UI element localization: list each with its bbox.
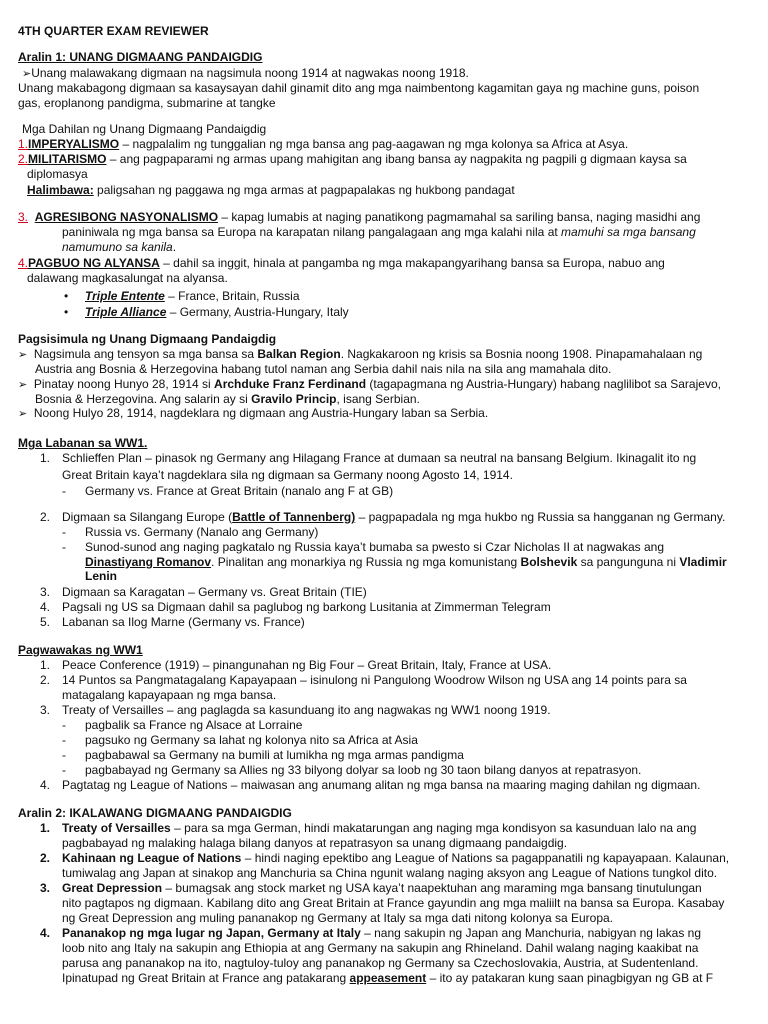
arrow-bullet-icon: ➢ <box>18 348 28 361</box>
battle-1: Schlieffen Plan – pinasok ng Germany ang Hilagang France at dumaan sa neutral na bansang Belgium. Ikinagalit ito ng <box>62 451 697 465</box>
start-heading: Pagsisimula ng Unang Digmaang Pandaigdig <box>18 332 277 346</box>
cause-2-cont: diplomasya <box>27 167 88 181</box>
lesson1-intro-bullet: ➢Unang malawakang digmaan na nagsimula noong 1914 at nagwakas noong 1918. <box>22 66 469 80</box>
l2-item-4-cont: Ipinatupad ng Great Britain at France ang patakarang appeasement – ito ay patakaran kung saan pinagbigyan ng GB at F <box>62 971 714 985</box>
arrow-bullet-icon: ➢ <box>18 407 28 420</box>
l2-item-2-cont: tumiwalag ang Japan at sinakop ang Manchuria sa China ngunit walang naging aksyon ang League of Nations tungkol dito. <box>62 866 718 880</box>
cause-1: 1.IMPERYALISMO – nagpalalim ng tunggalian ng mga bansa ang pag-aagawan ng mga kolonya sa Africa at Asya. <box>18 137 629 151</box>
l2-item-4-cont: parusa ang pananakop na ito, nagtuloy-tuloy ang pananakop ng Germany sa Czechoslovakia, Austria, at Sudentenland. <box>62 956 699 970</box>
end-4-num: 4. <box>40 778 51 792</box>
battle-2-sub-2-cont: Lenin <box>85 569 117 583</box>
battle-1-num: 1. <box>40 451 51 465</box>
battle-2-sub: - <box>62 525 66 539</box>
battle-1-sub: - <box>62 484 66 498</box>
arrow-bullet-icon: ➢ <box>18 378 28 391</box>
end-3-sub-2: pagsuko ng Germany sa lahat ng kolonya nito sa Africa at Asia <box>85 733 418 747</box>
cause-3-cont: namumuno sa kanila. <box>62 240 177 254</box>
lesson2-heading: Aralin 2: IKALAWANG DIGMAANG PANDAIGDIG <box>18 806 292 820</box>
battle-4-num: 4. <box>40 600 51 614</box>
lesson1-heading: Aralin 1: UNANG DIGMAANG PANDAIGDIG <box>18 50 263 64</box>
end-4: Pagtatag ng League of Nations – maiwasan ang anumang alitan ng mga bansa na maaring maging dahilan ng digmaan. <box>62 778 701 792</box>
battle-2-sub: - <box>62 540 66 554</box>
l2-item-3-cont: ng Great Depression ang muling pananakop ng Germany at Italy sa mga dati nitong kolonya sa Europa. <box>62 911 613 925</box>
l2-item-1-num: 1. <box>40 821 51 835</box>
end-2-num: 2. <box>40 673 51 687</box>
end-3-sub-3: pagbabawal sa Germany na bumili at lumikha ng mga armas pandigma <box>85 748 464 762</box>
end-1-num: 1. <box>40 658 51 672</box>
battle-3: Digmaan sa Karagatan – Germany vs. Great Britain (TIE) <box>62 585 367 599</box>
lesson1-intro-line: gas, eroplanong pandigma, submarine at tangke <box>18 96 276 110</box>
end-3-sub: - <box>62 718 66 732</box>
battle-2-sub-2-cont: Dinastiyang Romanov. Pinalitan ang monarkiya ng Russia ng mga komunistang Bolshevik sa pangunguna ni Vladimir <box>85 555 727 569</box>
cause-4: 4.PAGBUO NG ALYANSA – dahil sa inggit, hinala at pangamba ng mga makapangyarihang bansa sa Europa, nabuo ang <box>18 256 665 270</box>
cause-4-cont: dalawang magkasalungat na alyansa. <box>27 271 228 285</box>
start-item-3: ➢ Noong Hulyo 28, 1914, nagdeklara ng digmaan ang Austria-Hungary laban sa Serbia. <box>18 406 489 420</box>
alliance-item: • <box>64 305 69 319</box>
end-heading: Pagwawakas ng WW1 <box>18 643 143 657</box>
cause-3-cont: paniniwala ng mga bansa sa Europa na karapatan nilang pangalagaan ang mga kalahi nila at mamuhi sa mga bansang <box>62 225 696 239</box>
battle-1-sub-text: Germany vs. France at Great Britain (nanalo ang F at GB) <box>85 484 394 498</box>
l2-item-4-cont: loob nito ang Italy na sakupin ang Ethiopia at ang Germany na sakupin ang Rhineland. Dahil walang naging kaakibat na <box>62 941 699 955</box>
battle-3-num: 3. <box>40 585 51 599</box>
battle-2-sub-1: Russia vs. Germany (Nanalo ang Germany) <box>85 525 319 539</box>
start-item-2-cont: Bosnia & Herzegovina. Ang salarin ay si Gravilo Princip, isang Serbian. <box>35 392 420 406</box>
document-title: 4TH QUARTER EXAM REVIEWER <box>18 24 209 38</box>
battle-2-sub-2: Sunod-sunod ang naging pagkatalo ng Russia kaya’t bumaba sa pwesto si Czar Nicholas II at nagwakas ang <box>85 540 665 554</box>
l2-item-3: Great Depression – bumagsak ang stock market ng USA kaya’t naapektuhan ang maraming mga bansang tinutulungan <box>62 881 702 895</box>
battle-4: Pagsali ng US sa Digmaan dahil sa paglubog ng barkong Lusitania at Zimmerman Telegram <box>62 600 551 614</box>
lesson1-intro-line: Unang makabagong digmaan sa kasaysayan dahil ginamit dito ang mga naimbentong kagamitan gaya ng machine guns, poison <box>18 81 700 95</box>
battle-2-num: 2. <box>40 510 51 524</box>
cause-2-example: Halimbawa: paligsahan ng paggawa ng mga armas at pagpapalakas ng hukbong pandagat <box>27 183 515 197</box>
l2-item-1: Treaty of Versailles – para sa mga German, hindi makatarungan ang naging mga kondisyon sa kasunduan lalo na ang <box>62 821 697 835</box>
l2-item-2: Kahinaan ng League of Nations – hindi naging epektibo ang League of Nations sa pagappanatili ng kapayapaan. Kalaunan, <box>62 851 730 865</box>
end-2-cont: matagalang kapayapaan ng mga bansa. <box>62 688 277 702</box>
end-3-sub: - <box>62 748 66 762</box>
l2-item-4: Pananakop ng mga lugar ng Japan, Germany at Italy – nang sakupin ng Japan ang Manchuria, nabigyan ng lakas ng <box>62 926 701 940</box>
cause-2: 2.MILITARISMO – ang pagpaparami ng armas upang mahigitan ang ibang bansa ay nagpakita ng pagpili g digmaan kaysa sa <box>18 152 687 166</box>
l2-item-2-num: 2. <box>40 851 51 865</box>
l2-item-3-num: 3. <box>40 881 51 895</box>
battle-2: Digmaan sa Silangang Europe (Battle of Tannenberg) – pagpapadala ng mga hukbo ng Russia sa hangganan ng Germany. <box>62 510 726 524</box>
end-3-sub: - <box>62 733 66 747</box>
battle-5: Labanan sa Ilog Marne (Germany vs. France) <box>62 615 305 629</box>
l2-item-3-cont: nito pagtapos ng digmaan. Kabilang dito ang Great Britain at France gayundin ang mga maliilt na bansa sa Europa. Kasabay <box>62 896 725 910</box>
start-item-1: ➢ Nagsimula ang tensyon sa mga bansa sa Balkan Region. Nagkakaroon ng krisis sa Bosnia noong 1908. Pinapamahalaan ng <box>18 347 703 361</box>
end-3-num: 3. <box>40 703 51 717</box>
l2-item-1-cont: pagbabayad ng malaking halaga bilang danyos at repatrasyon sa unang digmaang pandaigdig. <box>62 836 568 850</box>
alliance-triple-alliance: Triple Alliance – Germany, Austria-Hungary, Italy <box>85 305 349 319</box>
battle-5-num: 5. <box>40 615 51 629</box>
end-1: Peace Conference (1919) – pinangunahan ng Big Four – Great Britain, Italy, France at USA. <box>62 658 552 672</box>
alliance-item: • <box>64 289 69 303</box>
arrow-bullet-icon: ➢ <box>22 67 32 80</box>
battle-1-cont: Great Britain kaya’t nagdeklara sila ng digmaan sa Germany noong Agosto 14, 1914. <box>62 468 513 482</box>
causes-heading: Mga Dahilan ng Unang Digmaang Pandaigdig <box>22 122 267 136</box>
end-3-sub-4: pagbabayad ng Germany sa Allies ng 33 bilyong dolyar sa loob ng 30 taon bilang danyos at repatrasyon. <box>85 763 642 777</box>
end-3-sub-1: pagbalik sa France ng Alsace at Lorraine <box>85 718 303 732</box>
alliance-triple-entente: Triple Entente – France, Britain, Russia <box>85 289 300 303</box>
start-item-1-cont: Austria ang Bosnia & Herzegovina habang tutol naman ang Serbia dahil nais nila na sila ang mamahala dito. <box>35 362 612 376</box>
battles-heading: Mga Labanan sa WW1. <box>18 436 148 450</box>
end-3: Treaty of Versailles – ang paglagda sa kasunduang ito ang nagwakas ng WW1 noong 1919. <box>62 703 551 717</box>
cause-3: 3. AGRESIBONG NASYONALISMO – kapag lumabis at naging panatikong pagmamahal sa sariling bansa, naging masidhi ang <box>18 210 701 224</box>
start-item-2: ➢ Pinatay noong Hunyo 28, 1914 si Archduke Franz Ferdinand (tagapagmana ng Austria-Hungary) habang naglilibot sa Sarajevo, <box>18 377 721 391</box>
l2-item-4-num: 4. <box>40 926 51 940</box>
end-2: 14 Puntos sa Pangmatagalang Kapayapaan – isinulong ni Pangulong Woodrow Wilson ng USA ang 14 points para sa <box>62 673 687 687</box>
end-3-sub: - <box>62 763 66 777</box>
